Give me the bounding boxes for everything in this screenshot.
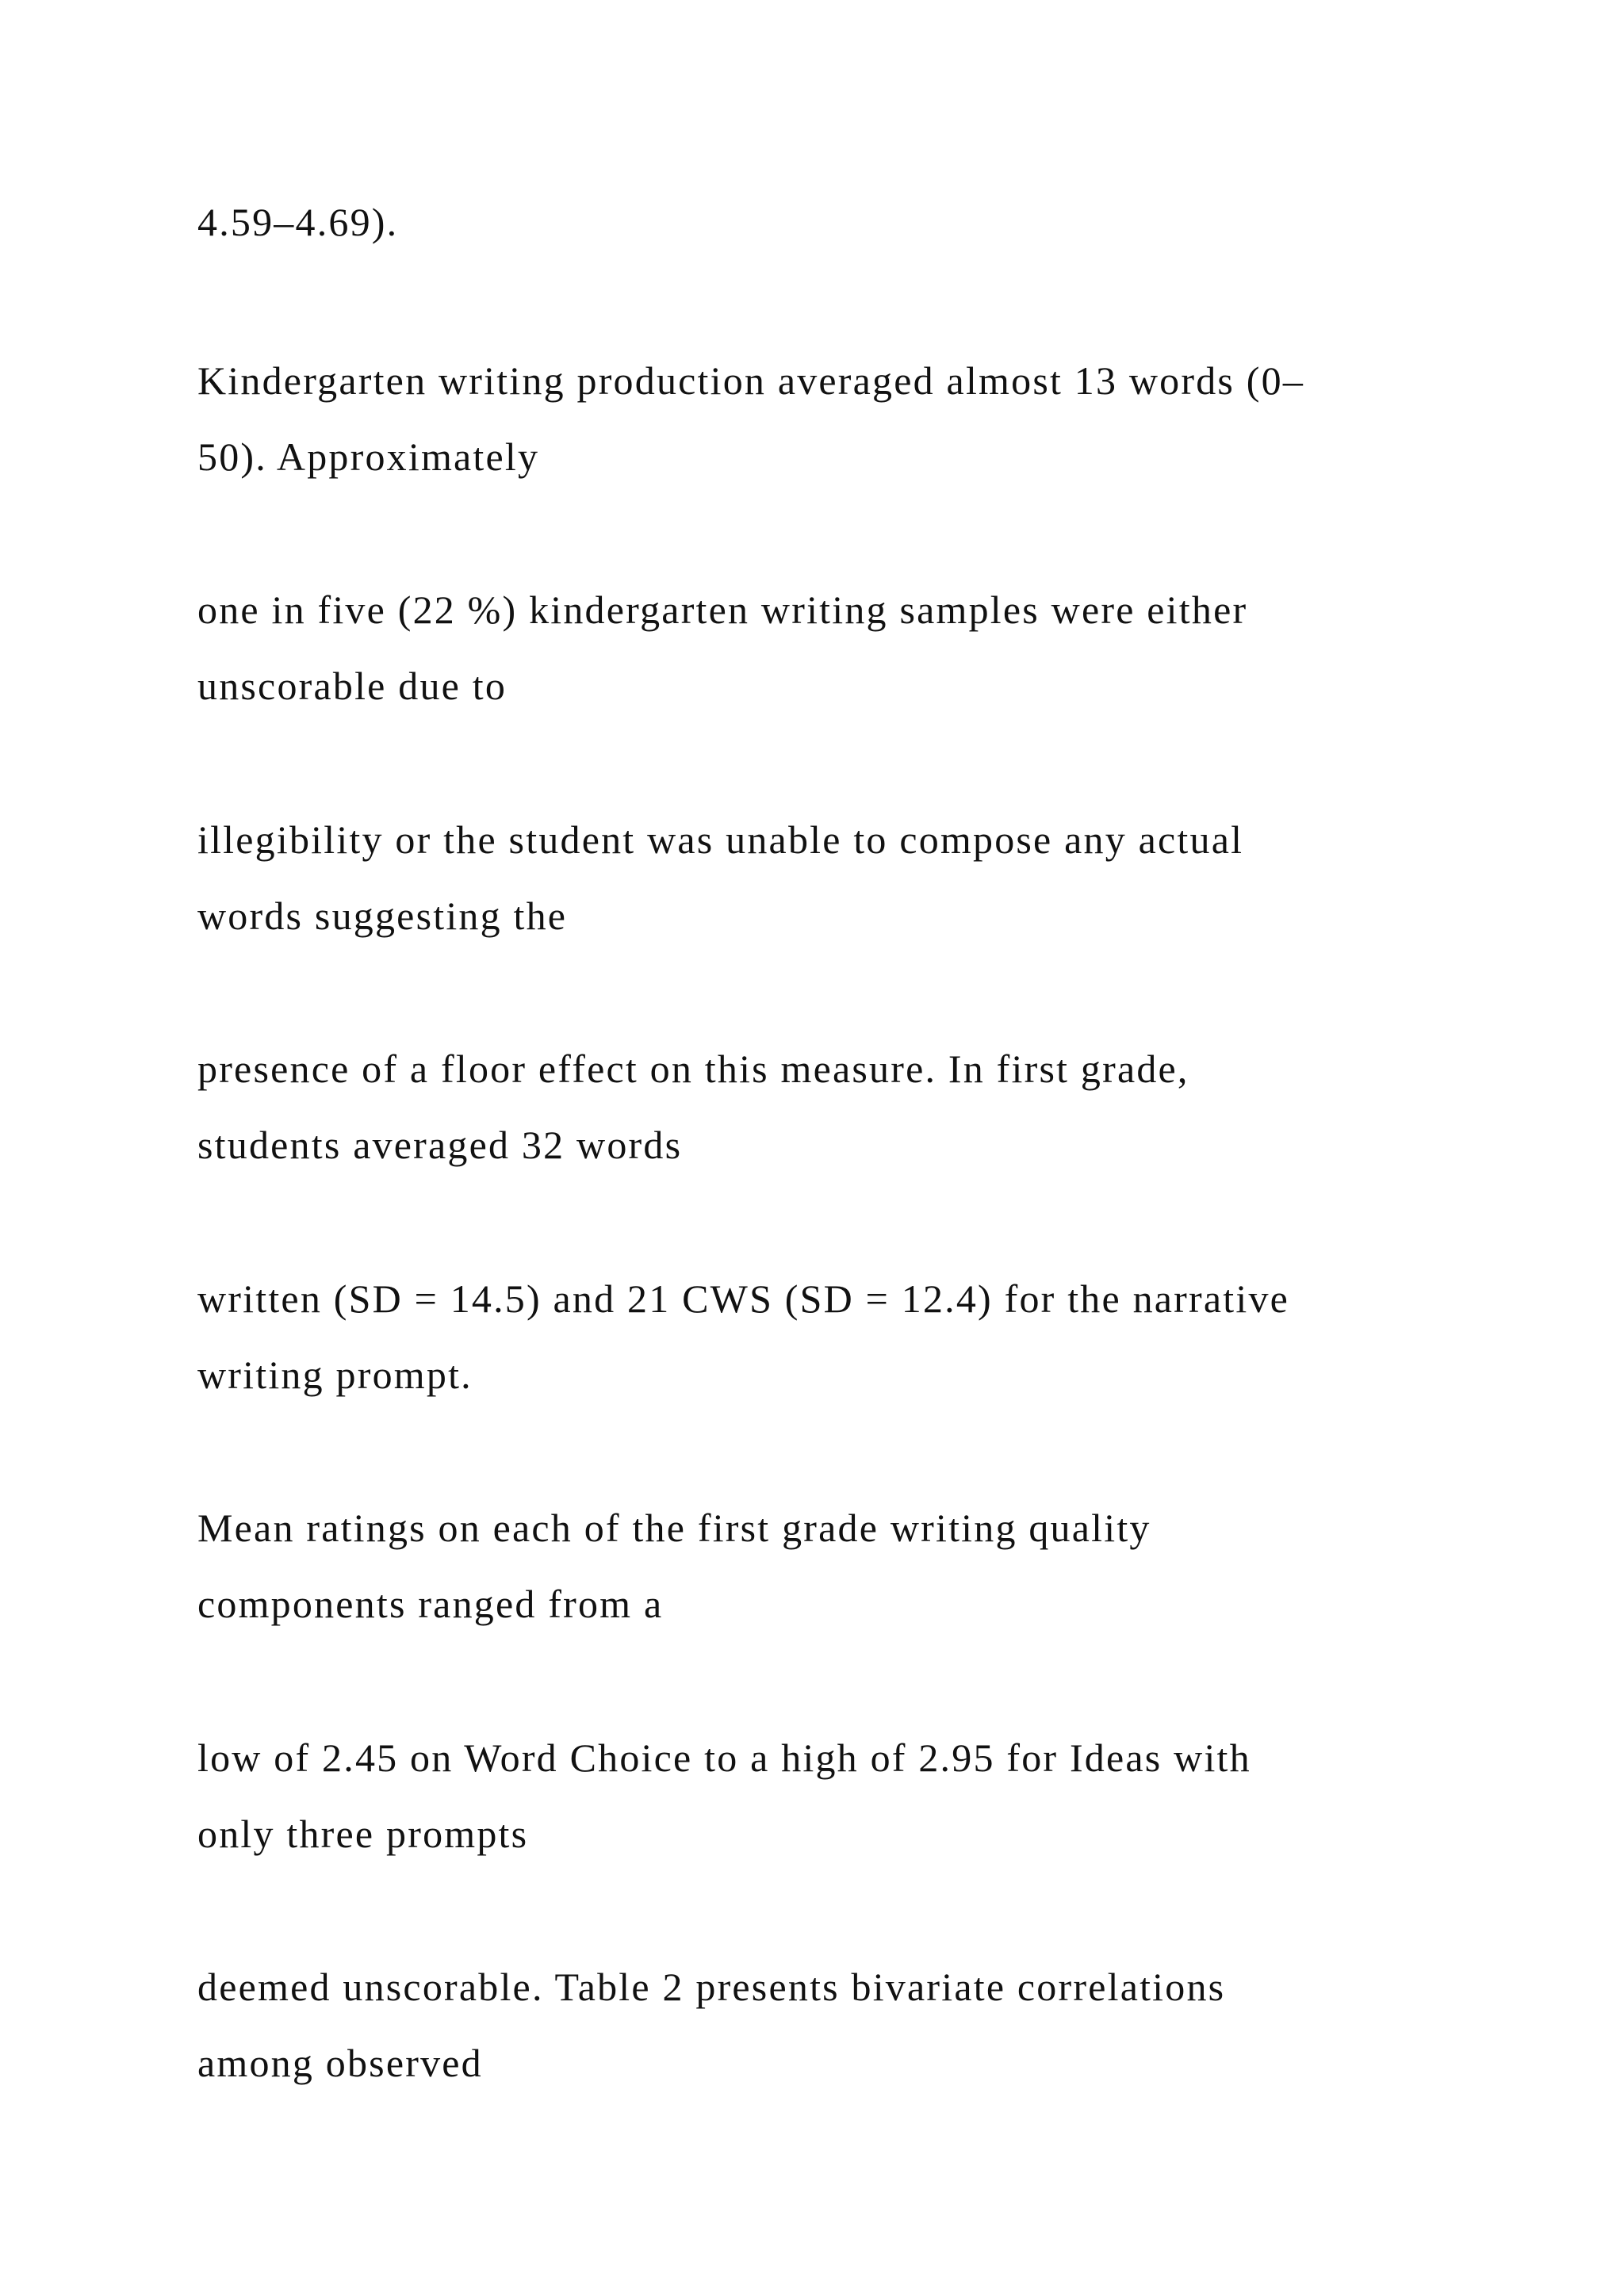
text-line: only three prompts bbox=[197, 1812, 529, 1856]
text-line: presence of a floor effect on this measure. In first grade, bbox=[197, 1047, 1189, 1091]
text-line: Kindergarten writing production averaged almost 13 words (0– bbox=[197, 358, 1305, 403]
text-line: Mean ratings on each of the first grade writing quality bbox=[197, 1506, 1151, 1550]
text-line: 50). Approximately bbox=[197, 434, 540, 479]
paragraph-6 bbox=[197, 1261, 1434, 1413]
text-line: words suggesting the bbox=[197, 894, 568, 938]
text-line: low of 2.45 on Word Choice to a high of 2.95 for Ideas with bbox=[197, 1735, 1251, 1780]
paragraph-2 bbox=[197, 342, 1434, 495]
text-line: illegibility or the student was unable to compose any actual bbox=[197, 817, 1244, 862]
paragraph-9 bbox=[197, 1949, 1434, 2101]
text-line: 4.59–4.69). bbox=[197, 200, 399, 244]
text-line: among observed bbox=[197, 2041, 483, 2085]
paragraph-7 bbox=[197, 1490, 1434, 1642]
text-line: students averaged 32 words bbox=[197, 1123, 683, 1167]
paragraph-3 bbox=[197, 572, 1434, 724]
text-line: written (SD = 14.5) and 21 CWS (SD = 12.4) for the narrative bbox=[197, 1276, 1290, 1321]
paragraph-4 bbox=[197, 802, 1434, 954]
text-line: deemed unscorable. Table 2 presents bivariate correlations bbox=[197, 1965, 1226, 2009]
text-line: unscorable due to bbox=[197, 664, 508, 708]
text-line: one in five (22 %) kindergarten writing samples were either bbox=[197, 587, 1248, 632]
paragraph-1 bbox=[197, 184, 1434, 260]
text-line: writing prompt. bbox=[197, 1353, 473, 1397]
paragraph-5 bbox=[197, 1031, 1434, 1183]
paragraph-8 bbox=[197, 1720, 1434, 1872]
text-line: components ranged from a bbox=[197, 1582, 664, 1626]
